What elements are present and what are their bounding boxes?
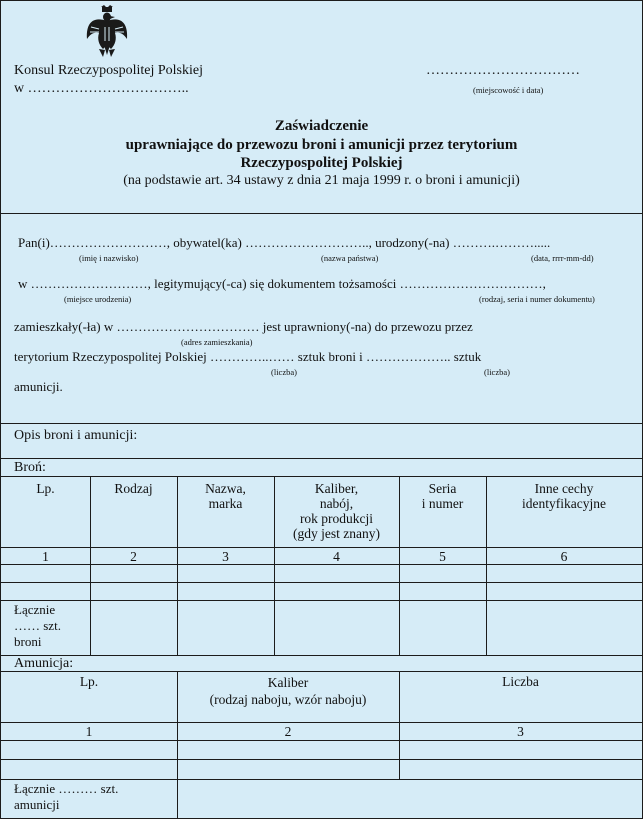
ammo-section-label: Amunicja: [14,656,74,671]
weapons-col-number-6: 6 [560,549,568,564]
address-line: zamieszkały(-ła) w …………………………… jest uprawniony(-na) do przewozu przez [14,319,473,334]
ammo-word: amunicji. [14,379,63,394]
caption-birthdate: (data, rrrr-mm-dd) [531,253,594,263]
weapons-col-number-2: 2 [130,549,137,564]
polish-eagle-emblem [85,5,129,57]
weapons-header-other: Inne cechy identyfikacyjne [522,481,606,511]
caption-name: (imię i nazwisko) [79,253,139,263]
weapons-header-type: Rodzaj [114,481,153,496]
ammo-col-number-1: 1 [85,724,93,739]
weapons-header-lp: Lp. [36,481,55,496]
ammo-col-number-3: 3 [517,724,524,739]
weapons-col-number-3: 3 [222,549,229,564]
weapons-total-label: Łącznie …… szt. broni [14,602,61,649]
weapons-col-number-4: 4 [333,549,340,564]
document-subtitle: uprawniające do przewozu broni i amunicji przez terytorium [125,137,518,153]
ammo-header-quantity: Liczba [502,674,539,689]
weapons-header-caliber: Kaliber, nabój, rok produkcji (gdy jest znany) [293,481,380,541]
quantity-line: terytorium Rzeczypospolitej Polskiej …………..…… sztuk broni i ……………….. sztuk [14,349,482,364]
caption-document: (rodzaj, seria i numer dokumentu) [479,294,595,304]
ammo-header-lp: Lp. [79,674,99,689]
document-title: Zaświadczenie [274,118,369,134]
caption-country: (nazwa państwa) [321,253,379,263]
caption-birthplace: (miejsce urodzenia) [64,294,132,304]
weapons-header-brand: Nazwa, marka [205,481,246,511]
ammo-header-caliber: Kaliber (rodzaj naboju, wzór naboju) [209,675,367,707]
weapons-header-serial: Seria i numer [421,481,464,511]
ammo-col-number-2: 2 [284,724,292,739]
caption-address: (adres zamieszkania) [181,337,253,347]
weapons-col-number-1: 1 [42,549,49,564]
consul-heading: Konsul Rzeczypospolitej Polskiej [14,63,203,78]
caption-ammo-count: (liczba) [484,367,510,377]
legal-basis: (na podstawie art. 34 ustawy z dnia 21 maja 1999 r. o broni i amunicji) [123,173,520,188]
consul-location: w …………………………….. [14,81,189,96]
caption-weapon-count: (liczba) [271,367,297,377]
weapons-col-number-5: 5 [439,549,446,564]
description-label: Opis broni i amunicji: [14,428,138,443]
birthplace-document-line: w ………………………, legitymujący(-ca) się dokumentem tożsamości ……………………………, [18,276,546,291]
place-date-field: …………………………… [426,63,580,78]
ammo-total-label: Łącznie ……… szt. amunicji [14,781,119,812]
document-subtitle-country: Rzeczypospolitej Polskiej [240,155,403,171]
weapons-section-label: Broń: [14,460,46,475]
place-date-caption: (miejscowość i data) [473,85,544,95]
holder-line: Pan(i)………………………, obywatel(ka) ……………………….., urodzony(-na) ……….………..... [18,235,551,250]
